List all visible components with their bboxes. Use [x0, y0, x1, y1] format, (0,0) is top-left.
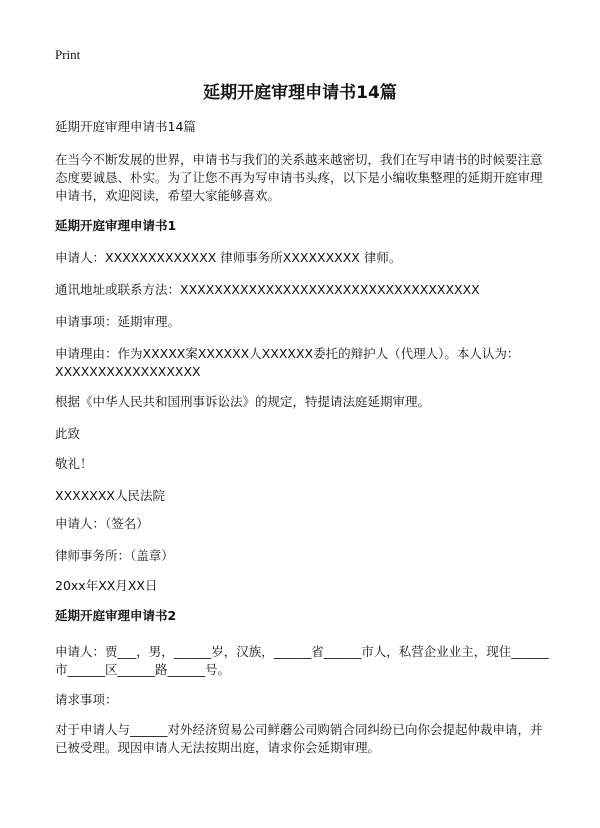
applicant-line: 申请人：XXXXXXXXXXXXX 律师事务所XXXXXXXXX 律师。	[55, 250, 402, 265]
basis-line: 根据《中华人民共和国刑事诉讼法》的规定，特提请法庭延期审理。	[55, 394, 431, 409]
subtitle: 延期开庭审理申请书14篇	[55, 119, 196, 134]
contact-line: 通讯地址或联系方法：XXXXXXXXXXXXXXXXXXXXXXXXXXXXXXXXXXX	[55, 282, 480, 297]
date-line: 20xx年XX月XX日	[55, 578, 158, 593]
request-paragraph: 对于申请人与______对外经济贸易公司鲜蘑公司购销合同纠纷已向你会提起仲裁申请，并已被受理。现因申请人无法按期出庭，请求你会延期审理。	[55, 722, 543, 755]
greeting-1: 此致	[55, 426, 81, 441]
matter-line: 申请事项：延期审理。	[55, 314, 181, 329]
intro-paragraph: 在当今不断发展的世界，申请书与我们的关系越来越密切，我们在写申请书的时候要注意态度要诚恳、朴实。为了让您不再为写申请书头疼，以下是小编收集整理的延期开庭审理申请书，欢迎阅读，希望大家能够喜欢。	[55, 152, 543, 203]
page-title: 延期开庭审理申请书14篇	[203, 83, 397, 103]
sign-line: 申请人：（签名）	[55, 516, 149, 531]
request-label: 请求事项：	[55, 692, 118, 707]
reason-paragraph: 申请理由：作为XXXXX案XXXXXX人XXXXXX委托的辩护人（代理人）。本人认为：XXXXXXXXXXXXXXXXX	[55, 346, 520, 379]
applicant-paragraph-2: 申请人：贾___，男，______岁，汉族，______省______市人，私营企业业主，现住______市______区______路______号。	[55, 644, 549, 677]
seal-line: 律师事务所：（盖章）	[55, 548, 174, 563]
section-heading-2: 延期开庭审理申请书2	[55, 608, 177, 623]
court-line: XXXXXXX人民法院	[55, 488, 165, 503]
print-link[interactable]: Print	[55, 47, 81, 62]
greeting-2: 敬礼！	[55, 456, 93, 471]
section-heading-1: 延期开庭审理申请书1	[55, 218, 177, 233]
